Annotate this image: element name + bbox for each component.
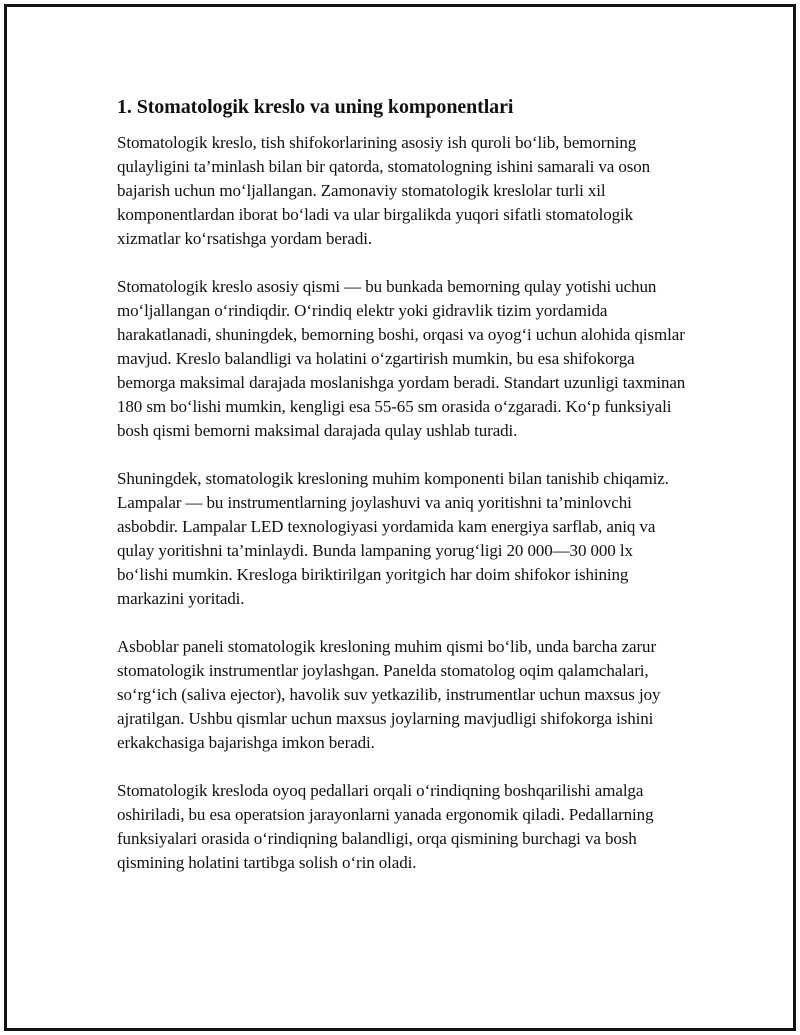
paragraph-lamps: Shuningdek, stomatologik kresloning muhim komponenti bilan tanishib chiqamiz. Lampalar — bu instrumentlarning joylashuvi va aniq yoritishni ta’minlovchi asbobdir. Lampalar LED texnologiyasi yordamida kam energiya sarflab, aniq va qulay yoritishni ta’minlaydi. Bunda lampaning yorug‘ligi 20 000—30 000 lx bo‘lishi mumkin. Kresloga biriktirilgan yoritgich har doim shifokor ishining markazini yoritadi. — [117, 469, 669, 608]
document-body — [117, 93, 687, 899]
paragraph-instrument-panel: Asboblar paneli stomatologik kresloning muhim qismi bo‘lib, unda barcha zarur stomatologik instrumentlar joylashgan. Panelda stomatolog oqim qalamchalari, so‘rg‘ich (saliva ejector), havolik suv yetkazilib, instrumentlar uchun maxsus joy ajratilgan. Ushbu qismlar uchun maxsus joylarning mavjudligi shifokorga ishini erkakchasiga bajarishga imkon beradi. — [117, 637, 661, 752]
paragraph-seat: Stomatologik kreslo asosiy qismi — bu bunkada bemorning qulay yotishi uchun mo‘ljallangan o‘rindiqdir. O‘rindiq elektr yoki gidravlik tizim yordamida harakatlanadi, shuningdek, bemorning boshi, orqasi va oyog‘i uchun alohida qismlar mavjud. Kreslo balandligi va holatini o‘zgartirish mumkin, bu esa shifokorga bemorga maksimal darajada moslanishga yordam beradi. Standart uzunligi taxminan 180 sm bo‘lishi mumkin, kengligi esa 55-65 sm orasida o‘zgaradi. Ko‘p funksiyali bosh qismi bemorni maksimal darajada qulay ushlab turadi. — [117, 277, 686, 440]
paragraph-foot-pedals: Stomatologik kreslodа oyoq pedallari orqali o‘rindiqning boshqarilishi amalga oshiriladi, bu esa operatsion jarayonlarni yanada ergonomik qiladi. Pedallarning funksiyalari orasida o‘rindiqning balandligi, orqa qismining burchagi va bosh qismining holatini tartibga solish o‘rin oladi. — [117, 781, 654, 872]
section-heading: 1. Stomatologik kreslo va uning komponentlari — [117, 96, 514, 118]
paragraph-intro: Stomatologik kreslo, tish shifokorlarining asosiy ish quroli bo‘lib, bemorning qulayligini ta’minlash bilan bir qatorda, stomatologning ishini samarali va oson bajarish uchun mo‘ljallangan. Zamonaviy stomatologik kreslolar turli xil komponentlardan iborat bo‘ladi va ular birgalikda yuqori sifatli stomatologik xizmatlar ko‘rsatishga yordam beradi. — [117, 133, 651, 248]
